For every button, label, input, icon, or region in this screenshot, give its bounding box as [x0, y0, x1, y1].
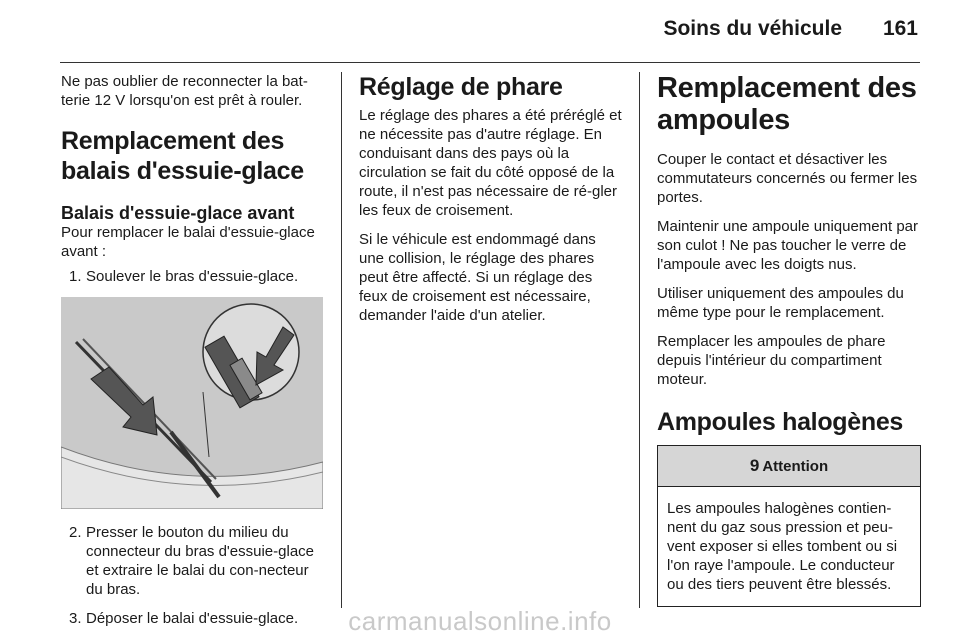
list-item: [61, 267, 326, 286]
bulb-heading: Remplacement des ampoules: [657, 72, 917, 136]
column-left: [61, 72, 326, 638]
step-number: 1.: [69, 268, 82, 285]
bulb-paragraph-2: Maintenir une ampoule uniquement par son culot ! Ne pas toucher le verre de l'ampoule avec les doigts nus.: [657, 218, 918, 273]
headlamp-paragraph-2: Si le véhicule est endommagé dans une collision, le réglage des phares peut être affecté. Si un réglage des feux de croisement est nécessaire, demander l'aide d'un atelier.: [359, 231, 596, 324]
wiper-drawing: [61, 297, 323, 509]
section-title: Soins du véhicule: [663, 17, 842, 40]
bulb-paragraph-4: Remplacer les ampoules de phare depuis l'intérieur du compartiment moteur.: [657, 333, 886, 388]
headlamp-paragraph-1: Le réglage des phares a été préréglé et ne nécessite pas d'autre réglage. En conduisant dans des pays où la circulation se fait du côté opposé de la route, il n'est pas nécessaire de ré-gler les feux de croisement.: [359, 107, 622, 219]
watermark-text: carmanualsonline.info: [348, 606, 612, 636]
column-divider: [639, 72, 640, 608]
column-divider: [341, 72, 342, 608]
step-text: Déposer le balai d'essuie-glace.: [86, 610, 299, 627]
intro-paragraph: Ne pas oublier de reconnecter la bat-terie 12 V lorsqu'on est prêt à rouler.: [61, 73, 308, 109]
attention-header: [658, 446, 920, 487]
page-header: [60, 0, 920, 63]
column-right: [657, 72, 921, 607]
wiper-heading: Remplacement des balais d'essuie-glace: [61, 127, 304, 185]
step-number: 3.: [69, 610, 82, 627]
wiper-lead-paragraph: Pour remplacer le balai d'essuie-glace avant :: [61, 224, 315, 260]
column-middle: [359, 72, 624, 335]
step-number: 2.: [69, 524, 82, 541]
attention-title: Attention: [762, 457, 829, 475]
attention-box: [657, 445, 921, 607]
bulb-paragraph-3: Utiliser uniquement des ampoules du même type pour le remplacement.: [657, 285, 904, 321]
wiper-steps: [61, 267, 326, 286]
step-text: Soulever le bras d'essuie-glace.: [86, 268, 299, 285]
list-item: [61, 523, 326, 599]
wiper-illustration: [61, 297, 323, 509]
headlamp-heading: Réglage de phare: [359, 73, 563, 101]
warning-icon: 9: [749, 456, 760, 475]
step-text: Presser le bouton du milieu du connecteur du bras d'essuie-glace et extraire le balai du con-necteur du bras.: [86, 524, 315, 598]
front-wiper-subheading: Balais d'essuie-glace avant: [61, 203, 295, 223]
attention-text: Les ampoules halogènes contien-nent du gaz sous pression et peu-vent exposer si elles tombent ou si l'on raye l'ampoule. Le conducteur ou des tiers peuvent être blessés.: [667, 500, 898, 593]
page-number: 161: [882, 17, 918, 40]
halogen-subheading: Ampoules halogènes: [657, 408, 904, 436]
bulb-paragraph-1: Couper le contact et désactiver les commutateurs concernés ou fermer les portes.: [657, 151, 918, 206]
